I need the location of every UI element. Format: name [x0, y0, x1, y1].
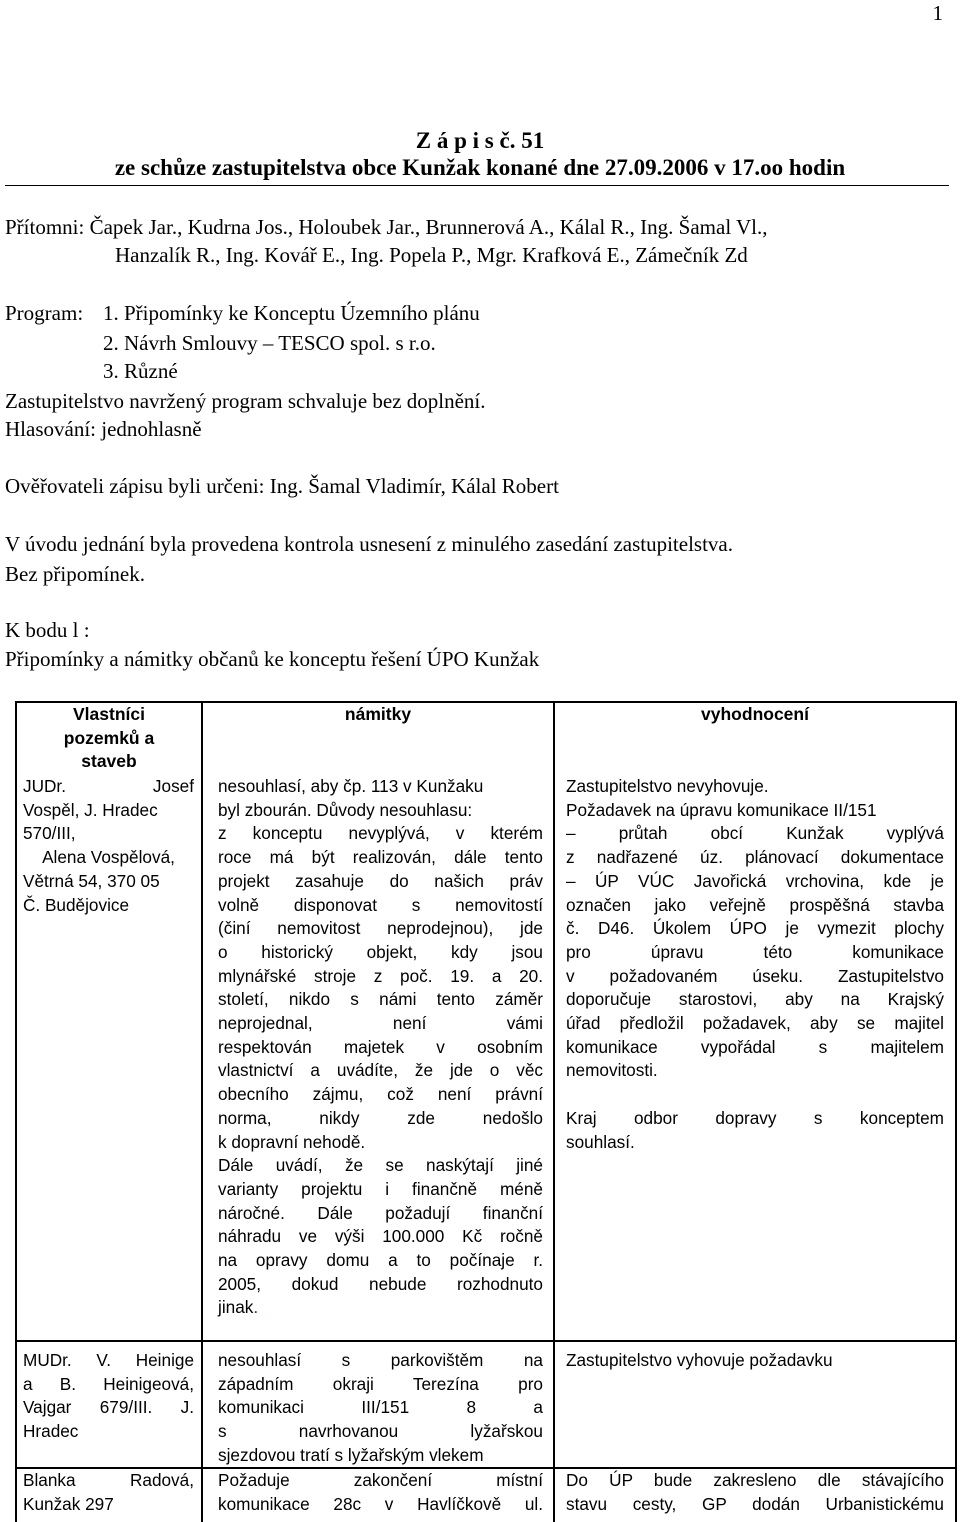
title-rule: [5, 185, 949, 186]
intro-line-1: V úvodu jednání byla provedena kontrola usnesení z minulého zasedání zastupitelstva.: [5, 532, 733, 556]
verifiers-line: Ověřovateli zápisu byli určeni: Ing. Šamal Vladimír, Kálal Robert: [5, 474, 559, 498]
row1-evaluation: Zastupitelstvo nevyhovuje. Požadavek na úpravu komunikace II/151 – průtah obcí Kunžak vyplývá z nadřazené úz. plánovací dokumentace – ÚP VÚC Javořická vrchovina, kde je označen jako veřejně prospěšná stavba č. D46. Úkolem ÚPO je vymezit plochy pro úpravu této komunikace v požadovaném úseku. Zastupitelstvo doporučuje starostovi, aby na Krajský úřad předložil požadavek, aby se majitel komunikace vypořádal s majitelem nemovitosti. Kraj odbor dopravy s konceptem souhlasí.: [566, 776, 944, 1152]
document-subtitle: ze schůze zastupitelstva obce Kunžak konané dne 27.09.2006 v 17.oo hodin: [114, 155, 846, 180]
document-title: Z á p i s č. 51: [415, 128, 545, 153]
header-objections: námitky: [344, 704, 412, 724]
page-number: 1: [932, 1, 943, 25]
item1-title: Připomínky a námitky občanů ke konceptu řešení ÚPO Kunžak: [5, 647, 540, 671]
program-item-1: 1. Připomínky ke Konceptu Územního plánu: [103, 301, 480, 325]
program-item-2: 2. Návrh Smlouvy – TESCO spol. s r.o.: [103, 331, 436, 355]
program-label: Program:: [5, 301, 84, 325]
program-item-3: 3. Různé: [103, 359, 178, 383]
table-divider-2: [553, 701, 555, 1522]
voting-line: Hlasování: jednohlasně: [5, 417, 202, 441]
row3-evaluation: Do ÚP bude zakresleno dle stávajícího stavu cesty, GP dodán Urbanistickému: [566, 1470, 944, 1514]
row2-objection: nesouhlasí s parkovištěm na západním okraji Terezína pro komunikaci III/151 8 a s navrhovanou lyžařskou sjezdovou tratí s lyžařským vlekem: [218, 1350, 543, 1465]
row2-evaluation: Zastupitelstvo vyhovuje požadavku: [566, 1350, 833, 1370]
row3-objection: Požaduje zakončení místní komunikace 28c v Havlíčkově ul.: [218, 1470, 543, 1514]
attendance-line-2: Hanzalík R., Ing. Kovář E., Ing. Popela P., Mgr. Krafková E., Zámečník Zd: [115, 243, 748, 267]
row2-owner: MUDr. V. Heinige a B. Heinigeová, Vajgar 679/III. J. Hradec: [23, 1350, 194, 1442]
header-owners: Vlastníci pozemků a staveb: [63, 704, 155, 772]
table-row-border-1: [15, 1340, 957, 1342]
row3-owner: Blanka Radová, Kunžak 297: [23, 1470, 194, 1514]
row1-objection: nesouhlasí, aby čp. 113 v Kunžaku byl zbourán. Důvody nesouhlasu: z konceptu nevyplývá, v kterém roce má být realizován, dále tento projekt zasahuje do našich práv volně disponovat s nemovitostí (činí nemovitost neprodejnou), jde o historický objekt, kdy jsou mlynářské stroje z poč. 19. a 20. století, nikdo s námi tento záměr neprojednal, není vámi respektován majetek v osobním vlastnictví a uvádíte, že jde o věc obecního zájmu, což není právní norma, nikdy zde nedošlo k dopravní nehodě. Dále uvádí, že se naskýtají jiné varianty projektu i finančně méně náročné. Dále požadují finanční náhradu ve výši 100.000 Kč ročně na opravy domu a to počínaje r. 2005, dokud nebude rozhodnuto jinak.: [218, 776, 543, 1318]
red-period: .: [253, 1297, 259, 1318]
approval-line: Zastupitelstvo navržený program schvaluje bez doplnění.: [5, 389, 486, 413]
table-border-right: [955, 701, 957, 1522]
table-border-left: [15, 701, 17, 1522]
row1-owner: JUDr. Josef Vospěl, J. Hradec 570/III, Alena Vospělová, Větrná 54, 370 05 Č. Budějovice: [23, 776, 194, 915]
item1-label: K bodu l :: [5, 618, 90, 642]
intro-line-2: Bez připomínek.: [5, 562, 145, 586]
header-evaluation: vyhodnocení: [701, 704, 809, 724]
attendance-line-1: Přítomni: Čapek Jar., Kudrna Jos., Holoubek Jar., Brunnerová A., Kálal R., Ing. Šamal Vl.,: [5, 215, 768, 239]
table-divider-1: [201, 701, 203, 1522]
